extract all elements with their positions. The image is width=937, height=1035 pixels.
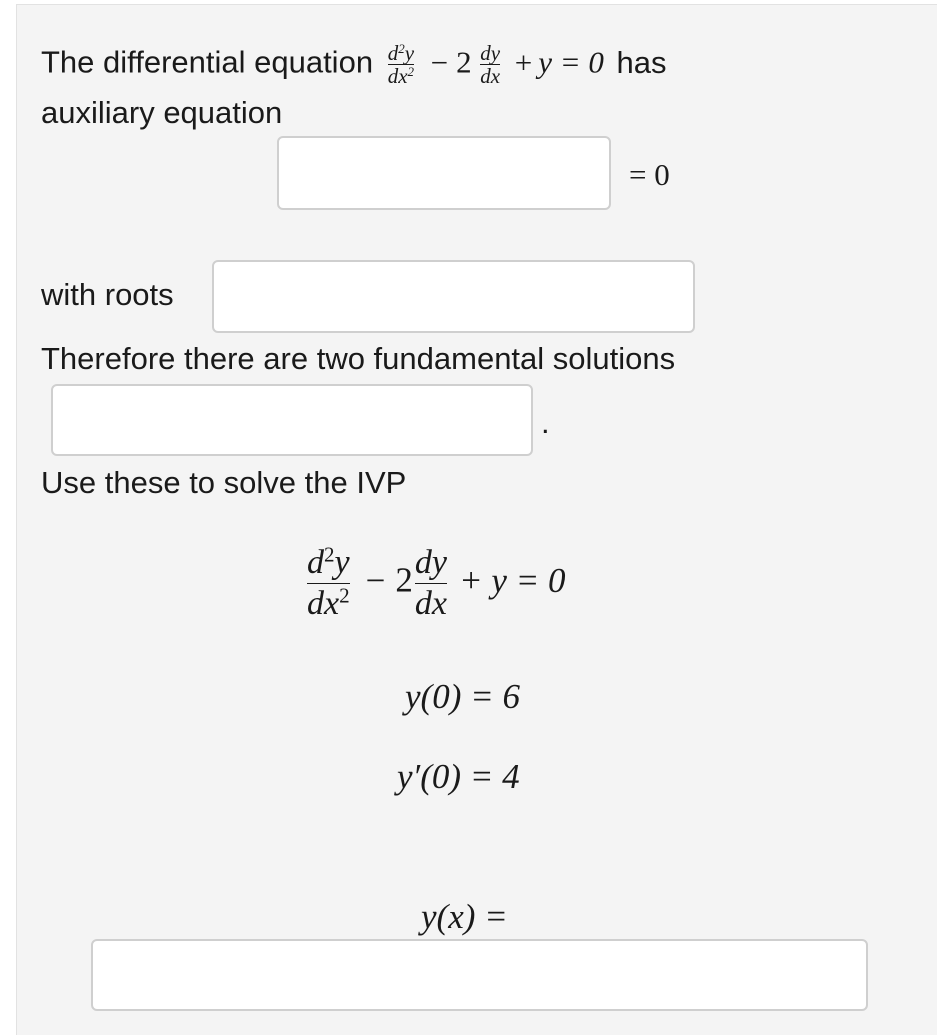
- roots-label: with roots: [41, 277, 174, 312]
- ivp-coef: 2: [395, 560, 413, 600]
- inline-first-derivative: $\frac{dy}{dx}$: [480, 41, 501, 88]
- ivp-second-derivative: $\frac{d^2y}{dx^2}$: [307, 542, 350, 622]
- ivp-minus: −: [365, 560, 386, 600]
- intro-lead-text: The differential equation: [41, 44, 374, 80]
- solution-input[interactable]: [91, 939, 868, 1011]
- intro-has-text: has: [616, 44, 667, 80]
- ivp-equation: [307, 542, 566, 622]
- aux-equals-zero: = 0: [629, 157, 670, 192]
- question-card: [16, 4, 937, 1035]
- fundamental-period: .: [541, 405, 550, 440]
- fundamental-solutions-input[interactable]: [51, 384, 533, 456]
- inline-minus: −: [430, 44, 449, 80]
- auxiliary-equation-input[interactable]: [277, 136, 611, 210]
- ivp-condition-2: y′(0) = 4: [397, 757, 520, 796]
- ivp-first-derivative: $\frac{dy}{dx}$: [414, 544, 447, 622]
- answer-label: y(x) =: [421, 897, 508, 936]
- ivp-tail: + y = 0: [458, 560, 566, 600]
- inline-plus: +: [514, 44, 533, 80]
- fundamental-label: Therefore there are two fundamental solutions: [41, 341, 676, 376]
- roots-input[interactable]: [212, 260, 695, 333]
- ivp-label: Use these to solve the IVP: [41, 465, 407, 500]
- inline-coef: 2: [456, 44, 472, 80]
- inline-rest: y = 0: [538, 44, 604, 80]
- intro-line2: auxiliary equation: [41, 95, 283, 130]
- inline-second-derivative: $\frac{d^2y}{dx^2}$: [387, 40, 415, 88]
- intro-line: [41, 40, 667, 88]
- ivp-condition-1: y(0) = 6: [405, 677, 520, 716]
